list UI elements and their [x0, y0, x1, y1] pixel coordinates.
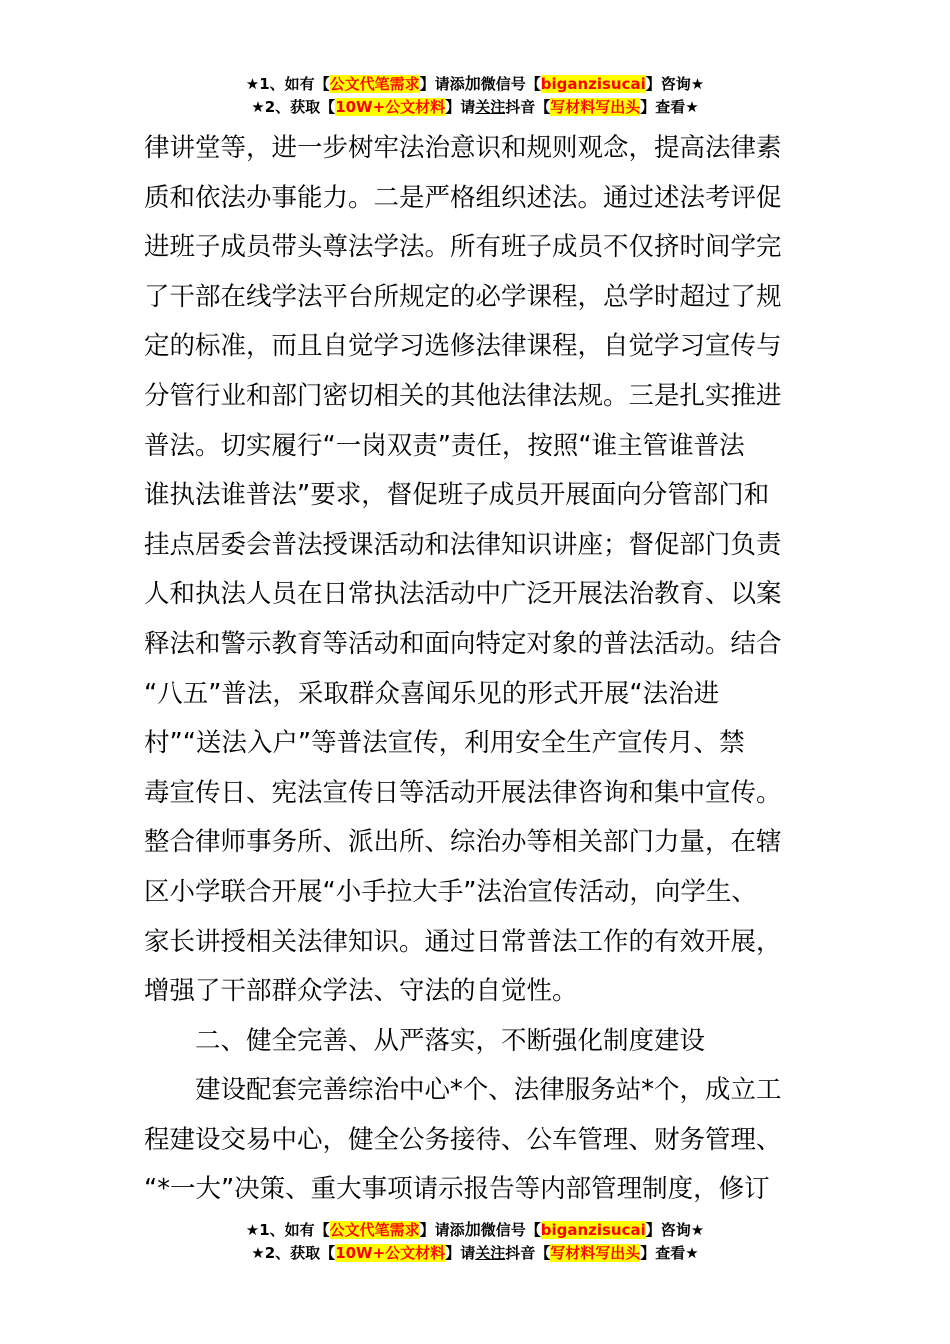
ad-highlight-douyin: 写材料写出头 — [550, 1244, 641, 1262]
ad-text: 加 — [464, 74, 481, 93]
ad-text: 】请添 — [419, 1221, 465, 1239]
paragraph-line: 程建设交易中心，健全公务接待、公车管理、财务管理、 — [144, 1124, 782, 1155]
paragraph-line: 分管行业和部门密切相关的其他法律法规。三是扎实推进 — [144, 380, 782, 411]
paragraph-line: 整合律师事务所、派出所、综治办等相关部门力量，在辖 — [144, 827, 782, 858]
paragraph-line: 建设配套完善综治中心*个、法律服务站*个，成立工 — [195, 1075, 782, 1106]
paragraph-line: 增强了干部群众学法、守法的自觉性。 — [144, 976, 578, 1007]
paragraph-line: 区小学联合开展“小手拉大手”法治宣传活动，向学生、 — [144, 876, 757, 907]
ad-highlight-wechat-id: biganzisucai — [540, 75, 646, 93]
paragraph-line: 进班子成员带头尊法学法。所有班子成员不仅挤时间学完 — [144, 232, 782, 263]
paragraph-line: 村”“送法入户”等普法宣传，利用安全生产宣传月、禁 — [144, 728, 745, 759]
paragraph-line: 谁执法谁普法”要求，督促班子成员开展面向分管部门和 — [144, 480, 770, 511]
footer-ad-line-2 — [0, 1242, 950, 1265]
paragraph-line: “八五”普法，采取群众喜闻乐见的形式开展“法治进 — [144, 678, 720, 709]
ad-text: ★2、获取【 — [251, 98, 336, 116]
ad-text: 】咨询★ — [645, 1221, 705, 1239]
footer-ad — [0, 1218, 950, 1265]
ad-highlight-materials: 10W+公文材料 — [335, 98, 446, 116]
paragraph-line: “*一大”决策、重大事项请示报告等内部管理制度，修订 — [144, 1174, 770, 1205]
ad-text: ★1、如有【 — [245, 75, 330, 93]
ad-text: 微信号【 — [480, 1221, 541, 1239]
ad-text: 】咨询★ — [645, 75, 705, 93]
paragraph-line: 挂点居委会普法授课活动和法律知识讲座；督促部门负责 — [144, 529, 782, 560]
header-ad-line-2 — [0, 96, 950, 119]
paragraph-line: 了干部在线学法平台所规定的必学课程，总学时超过了规 — [144, 281, 782, 312]
paragraph-line: 家长讲授相关法律知识。通过日常普法工作的有效开展， — [144, 926, 782, 957]
ad-highlight-ghostwriting: 公文代笔需求 — [329, 75, 420, 93]
ad-text: 】查看★ — [640, 1244, 699, 1262]
ad-highlight-douyin: 写材料写出头 — [550, 98, 641, 116]
header-ad-line-1 — [0, 72, 950, 96]
ad-text: 】查看★ — [640, 98, 699, 116]
ad-text: 】请 — [445, 98, 476, 116]
section-heading: 二、健全完善、从严落实，不断强化制度建设 — [195, 1025, 706, 1056]
ad-text: ★2、获取【 — [251, 1244, 336, 1262]
ad-highlight-materials: 10W+公文材料 — [335, 1244, 446, 1262]
ad-highlight-wechat-id: biganzisucai — [540, 1221, 646, 1239]
ad-text: 】请添 — [419, 75, 465, 93]
ad-text: 微信号【 — [480, 75, 541, 93]
paragraph-line: 质和依法办事能力。二是严格组织述法。通过述法考评促 — [144, 182, 782, 213]
ad-text: 关注 — [475, 1244, 506, 1262]
paragraph-line: 毒宣传日、宪法宣传日等活动开展法律咨询和集中宣传。 — [144, 777, 782, 808]
header-ad — [0, 72, 950, 119]
ad-text: 抖音【 — [505, 98, 551, 116]
ad-text: ★1、如有【 — [245, 1221, 330, 1239]
paragraph-line: 人和执法人员在日常执法活动中广泛开展法治教育、以案 — [144, 579, 782, 610]
ad-highlight-ghostwriting: 公文代笔需求 — [329, 1221, 420, 1239]
paragraph-line: 释法和警示教育等活动和面向特定对象的普法活动。结合 — [144, 628, 782, 659]
paragraph-line: 律讲堂等，进一步树牢法治意识和规则观念，提高法律素 — [144, 133, 782, 163]
footer-ad-line-1 — [0, 1218, 950, 1242]
document-body — [144, 124, 814, 1215]
paragraph-line: 普法。切实履行“一岗双责”责任，按照“谁主管谁普法 — [144, 430, 745, 461]
ad-text: 关注 — [475, 98, 506, 116]
paragraph-line: 定的标准，而且自觉学习选修法律课程，自觉学习宣传与 — [144, 331, 782, 362]
ad-text: 加 — [464, 1220, 481, 1239]
ad-text: 】请 — [445, 1244, 476, 1262]
ad-text: 抖音【 — [505, 1244, 551, 1262]
